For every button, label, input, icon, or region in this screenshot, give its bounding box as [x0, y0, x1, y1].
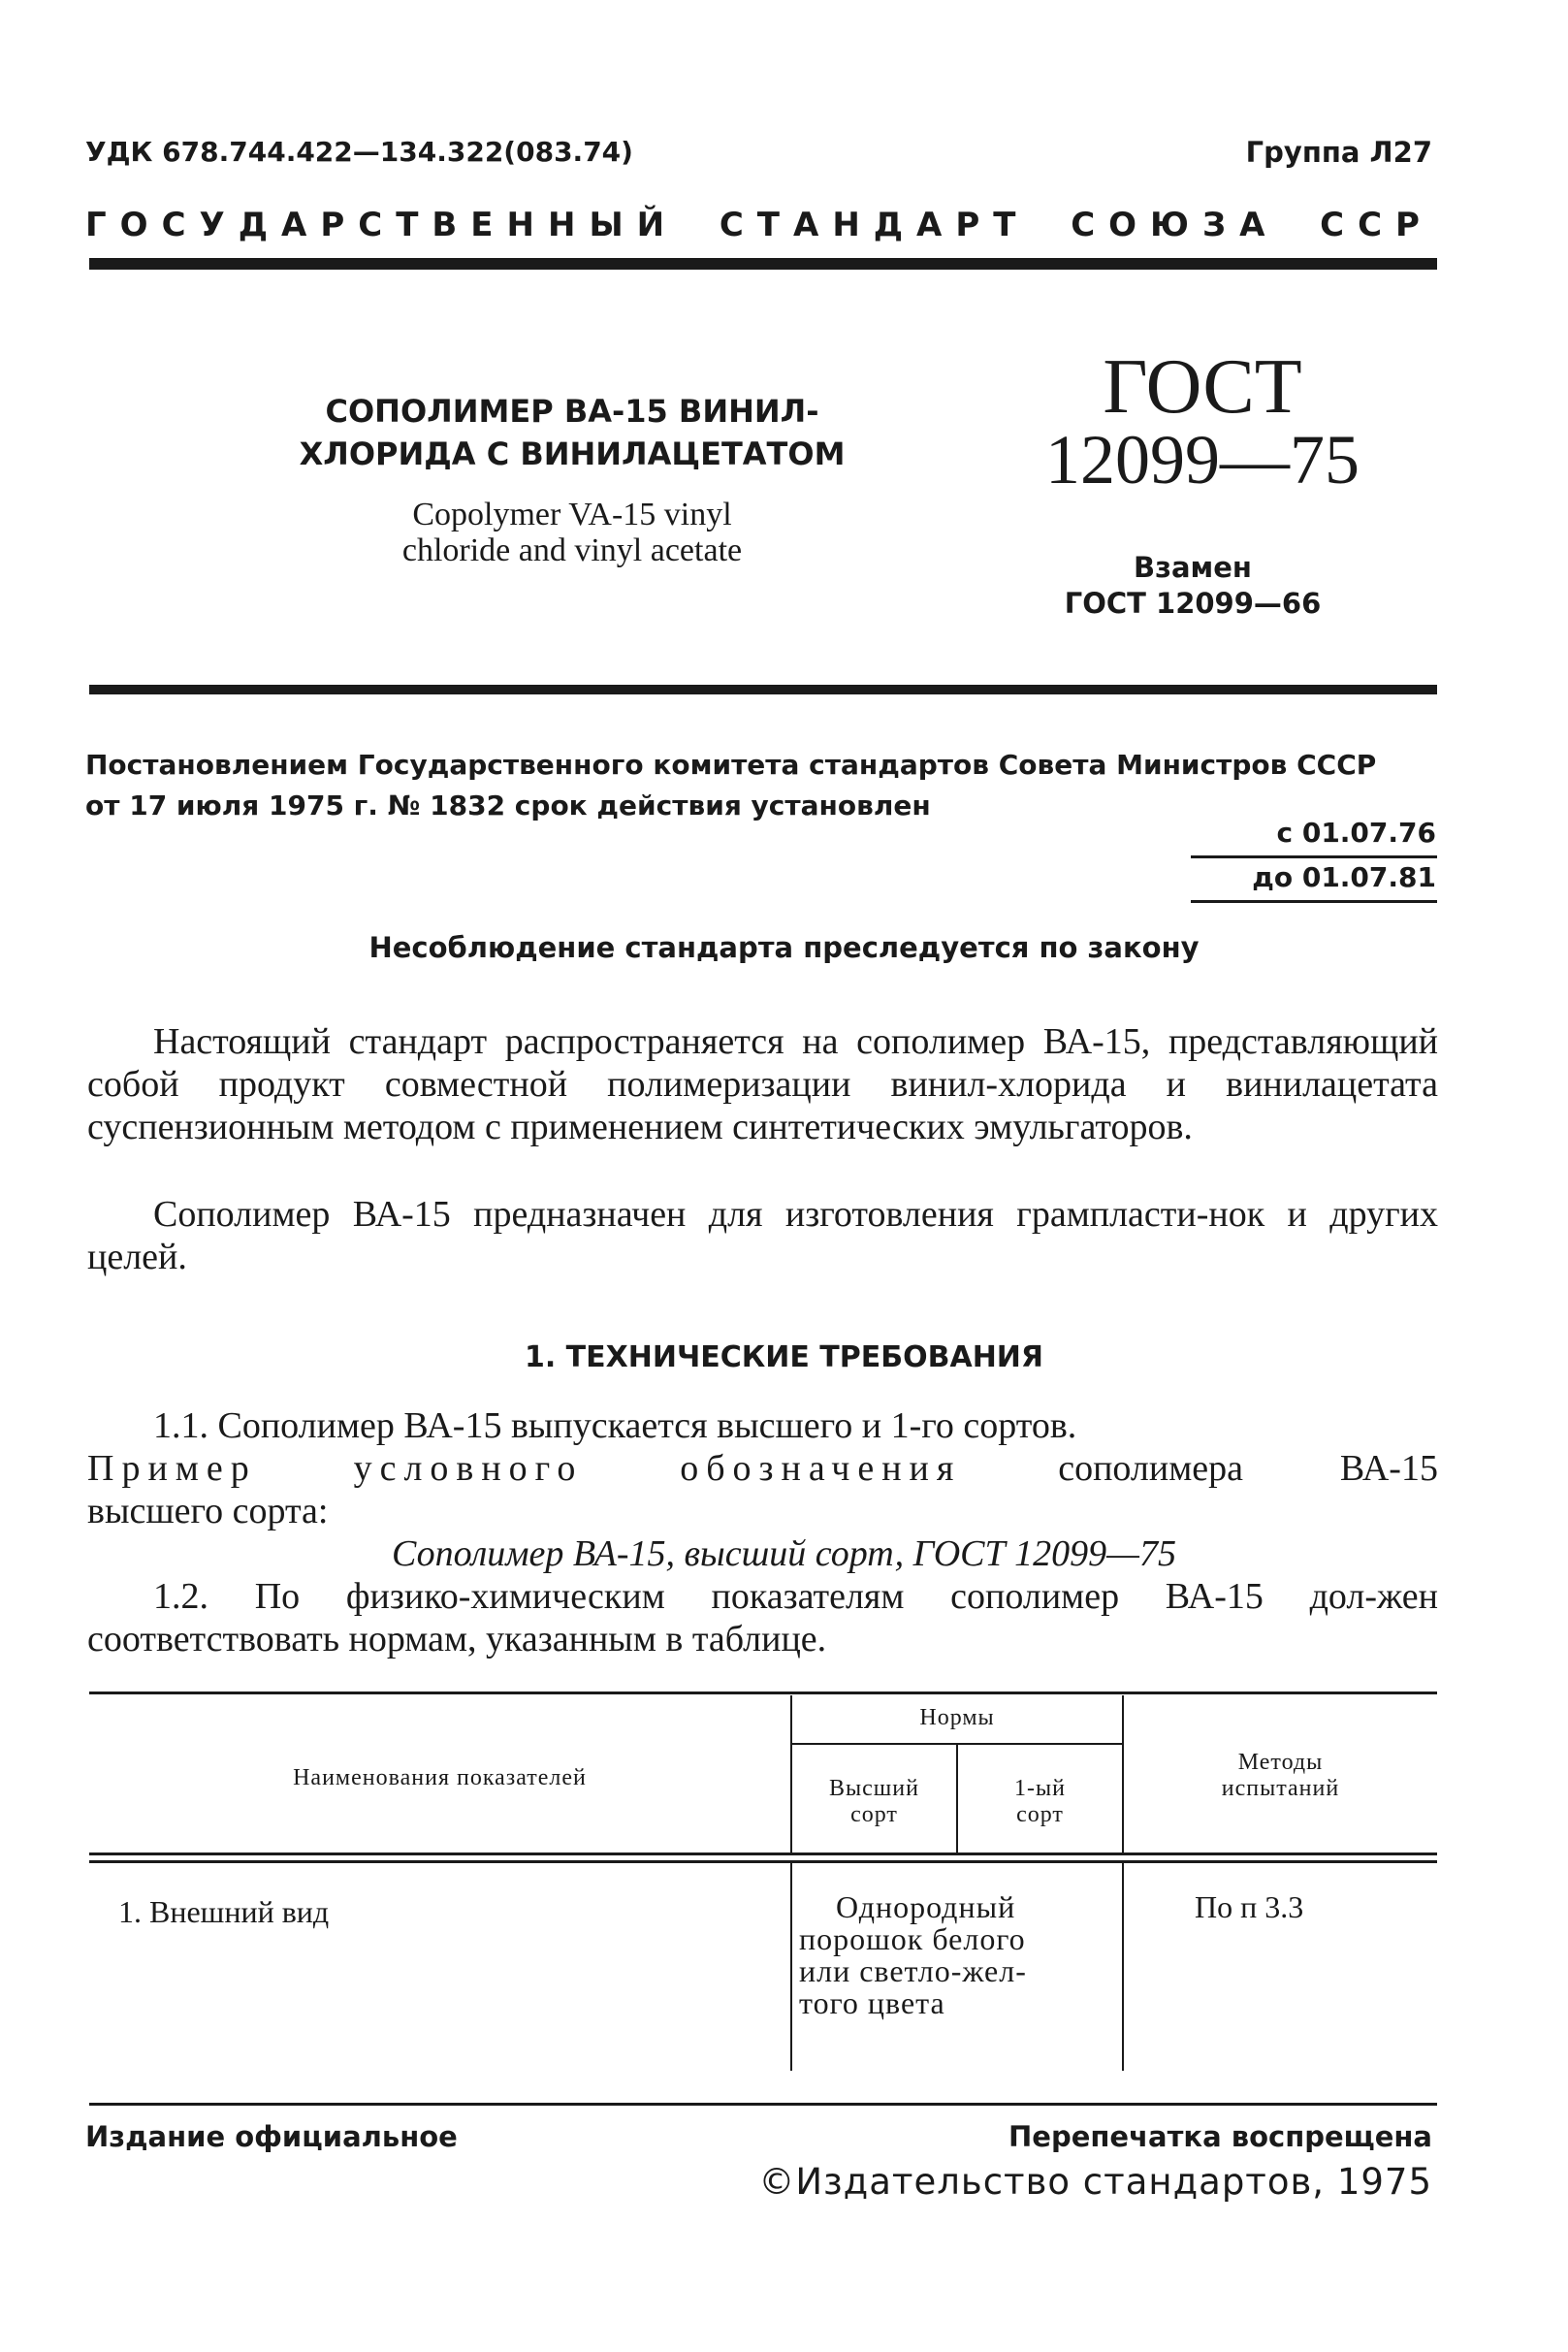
clause-1-2: 1.2. По физико-химическим показателям сополимер ВА-15 дол-жен соответствовать нормам, указанным в таблице. — [87, 1576, 1438, 1659]
table-cell-norm — [799, 1891, 1119, 2019]
title-ru-line: ХЛОРИДА С ВИНИЛАЦЕТАТОМ — [299, 435, 846, 472]
banner-word: ГОСУДАРСТВЕННЫЙ — [85, 206, 679, 244]
banner-word: ССР — [1320, 206, 1433, 244]
table-header-highest — [792, 1776, 956, 1828]
norm-line: Однородный — [836, 1889, 1016, 1924]
table-cell-method: По п 3.3 — [1195, 1889, 1304, 1924]
group-code: Группа Л27 — [1245, 136, 1432, 169]
intro-paragraph: Настоящий стандарт распространяется на сополимер ВА-15, представляющий собой продукт совместной полимеризации винил-хлорида и винилацетата суспензионным методом с применением синтетических эмульгаторов. — [87, 1021, 1438, 1147]
section-heading: 1. ТЕХНИЧЕСКИЕ ТРЕБОВАНИЯ — [524, 1340, 1044, 1374]
replaces-label: Взамен — [1134, 551, 1252, 584]
replaces-value: ГОСТ 12099—66 — [1064, 587, 1322, 620]
resolution-line: от 17 июля 1975 г. № 1832 срок действия установлен — [85, 789, 931, 822]
reprint-note: Перепечатка воспрещена — [1008, 2120, 1432, 2153]
header-line: сорт — [850, 1802, 898, 1827]
banner-word: СОЮЗА — [1071, 206, 1279, 244]
law-notice: Несоблюдение стандарта преследуется по закону — [368, 931, 1200, 964]
example-line-2: высшего сорта: — [87, 1491, 329, 1531]
resolution-text — [85, 745, 1443, 826]
table-divider — [790, 1863, 792, 2071]
example-word: сополимера — [1058, 1448, 1244, 1489]
title-rule — [89, 685, 1437, 694]
table-header-name: Наименования показателей — [293, 1765, 587, 1790]
example-word: условного — [353, 1448, 584, 1489]
title-en-line: chloride and vinyl acetate — [401, 532, 743, 568]
table-header-norms: Нормы — [919, 1705, 995, 1730]
table-header-methods — [1124, 1750, 1437, 1802]
banner-word: СТАНДАРТ — [719, 206, 1030, 244]
valid-rule — [1191, 855, 1437, 858]
title-ru-line: СОПОЛИМЕР ВА-15 ВИНИЛ- — [325, 393, 819, 430]
table-header-rule — [89, 1860, 1437, 1863]
header-line: 1-ый — [1014, 1776, 1066, 1801]
state-standard-banner — [85, 206, 1433, 244]
table-header-first — [958, 1776, 1122, 1828]
designation-example: Сополимер ВА-15, высший сорт, ГОСТ 12099—75 — [392, 1533, 1176, 1574]
valid-from: с 01.07.76 — [1276, 817, 1436, 849]
table-cell-name: 1. Внешний вид — [118, 1894, 330, 1929]
example-word: Пример — [87, 1448, 257, 1489]
resolution-line: Постановлением Государственного комитета стандартов Совета Министров СССР — [85, 749, 1377, 781]
example-word: обозначения — [680, 1448, 962, 1489]
header-line: Высший — [829, 1776, 919, 1801]
valid-to: до 01.07.81 — [1252, 861, 1436, 893]
norm-line: порошок белого — [799, 1921, 1026, 1956]
title-russian — [272, 390, 873, 475]
copyright-note: ©Издательство стандартов, 1975 — [758, 2161, 1432, 2203]
title-en-line: Copolymer VA-15 vinyl — [412, 497, 732, 532]
valid-rule — [1191, 900, 1437, 903]
table-divider — [1122, 1863, 1124, 2071]
clause-1-1: 1.1. Сополимер ВА-15 выпускается высшего и 1-го сортов. — [153, 1405, 1077, 1446]
gost-number: 12099—75 — [1045, 421, 1360, 499]
header-line: Методы — [1237, 1750, 1324, 1775]
table-top-rule — [89, 1692, 1437, 1694]
footer-rule — [89, 2103, 1437, 2106]
header-rule — [89, 258, 1437, 270]
norm-line: того цвета — [799, 1985, 945, 2020]
udk-code: УДК 678.744.422—134.322(083.74) — [85, 136, 633, 168]
edition-note: Издание официальное — [85, 2120, 458, 2153]
title-english — [272, 497, 873, 568]
header-line: сорт — [1016, 1802, 1064, 1827]
gost-label: ГОСТ — [1103, 344, 1302, 430]
example-line — [87, 1447, 1438, 1490]
norm-line: или светло-жел- — [799, 1953, 1027, 1988]
header-line: испытаний — [1221, 1776, 1340, 1801]
example-word: ВА-15 — [1339, 1448, 1438, 1489]
intro-paragraph: Сополимер ВА-15 предназначен для изготовления грампласти-нок и других целей. — [87, 1194, 1438, 1277]
table-header-rule — [89, 1853, 1437, 1855]
